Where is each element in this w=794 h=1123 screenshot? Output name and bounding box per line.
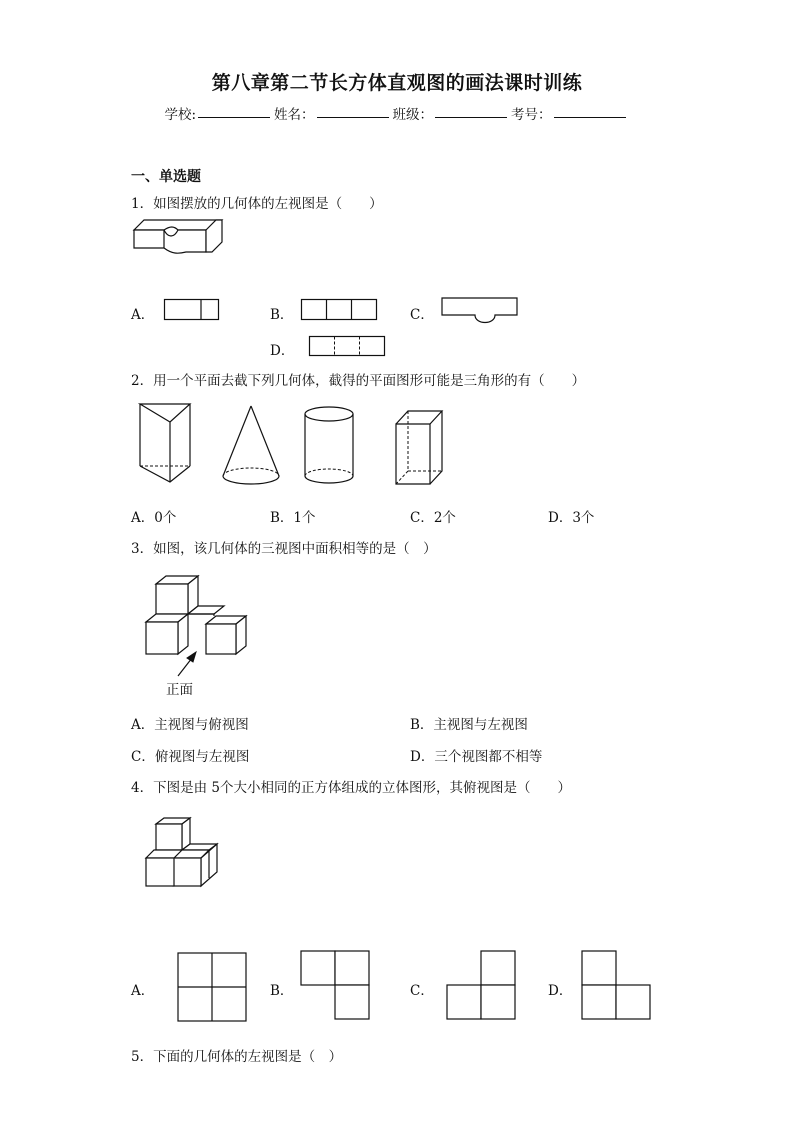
q2-prism-figure <box>136 402 196 484</box>
q4-option-a-figure <box>177 952 249 1024</box>
arrow-icon <box>172 650 202 680</box>
q3-front-label: 正面 <box>166 682 193 698</box>
school-blank[interactable] <box>198 103 270 118</box>
class-label: 班级： <box>392 107 434 123</box>
q3-option-d[interactable]: D．三个视图都不相等 <box>410 749 543 765</box>
school-label: 学校: <box>164 107 197 123</box>
class-blank[interactable] <box>435 103 507 118</box>
section-heading: 一、单选题 <box>131 169 201 185</box>
q4-option-b-figure <box>300 950 372 1022</box>
name-label: 姓名： <box>274 107 315 123</box>
page-title: 第八章第二节长方体直观图的画法课时训练 <box>211 72 583 94</box>
exam-blank[interactable] <box>554 103 626 118</box>
q1-option-c[interactable]: C． <box>410 307 434 323</box>
q1-option-c-figure <box>441 297 519 331</box>
q2-cylinder-figure <box>302 406 358 488</box>
question-1-stem: 1．如图摆放的几何体的左视图是（ ） <box>131 196 383 212</box>
q4-option-b[interactable]: B． <box>270 983 294 999</box>
question-4-stem: 4．下图是由 5个大小相同的正方体组成的立体图形，其俯视图是（ ） <box>131 780 571 796</box>
q1-figure <box>130 214 225 260</box>
name-blank[interactable] <box>317 103 389 118</box>
q1-option-b[interactable]: B． <box>270 307 294 323</box>
student-info-line <box>0 103 794 123</box>
q2-option-a[interactable]: A．0个 <box>131 510 177 526</box>
q4-option-a[interactable]: A． <box>131 983 155 999</box>
q3-option-b[interactable]: B．主视图与左视图 <box>410 717 528 733</box>
q2-cone-figure <box>220 404 284 486</box>
q1-option-a-figure <box>164 299 220 321</box>
q1-option-b-figure <box>301 299 379 321</box>
q2-cuboid-figure <box>393 408 447 488</box>
question-5-stem: 5．下面的几何体的左视图是（ ） <box>131 1049 343 1065</box>
question-3-stem: 3．如图，该几何体的三视图中面积相等的是（ ） <box>131 541 437 557</box>
exam-label: 考号： <box>511 107 552 123</box>
q2-option-c[interactable]: C．2个 <box>410 510 456 526</box>
q4-option-d[interactable]: D． <box>548 983 573 999</box>
q3-option-c[interactable]: C．俯视图与左视图 <box>131 749 250 765</box>
q1-option-d-figure <box>309 336 387 358</box>
q2-option-d[interactable]: D．3个 <box>548 510 595 526</box>
q3-option-a[interactable]: A．主视图与俯视图 <box>131 717 249 733</box>
q1-option-d[interactable]: D． <box>270 343 295 359</box>
q1-option-a[interactable]: A． <box>131 307 155 323</box>
q4-option-c-figure <box>446 950 518 1022</box>
q4-option-d-figure <box>581 950 653 1022</box>
question-2-stem: 2．用一个平面去截下列几何体，截得的平面图形可能是三角形的有（ ） <box>131 373 586 389</box>
q4-cubes-figure <box>143 816 223 890</box>
q4-option-c[interactable]: C． <box>410 983 434 999</box>
q2-option-b[interactable]: B．1个 <box>270 510 316 526</box>
